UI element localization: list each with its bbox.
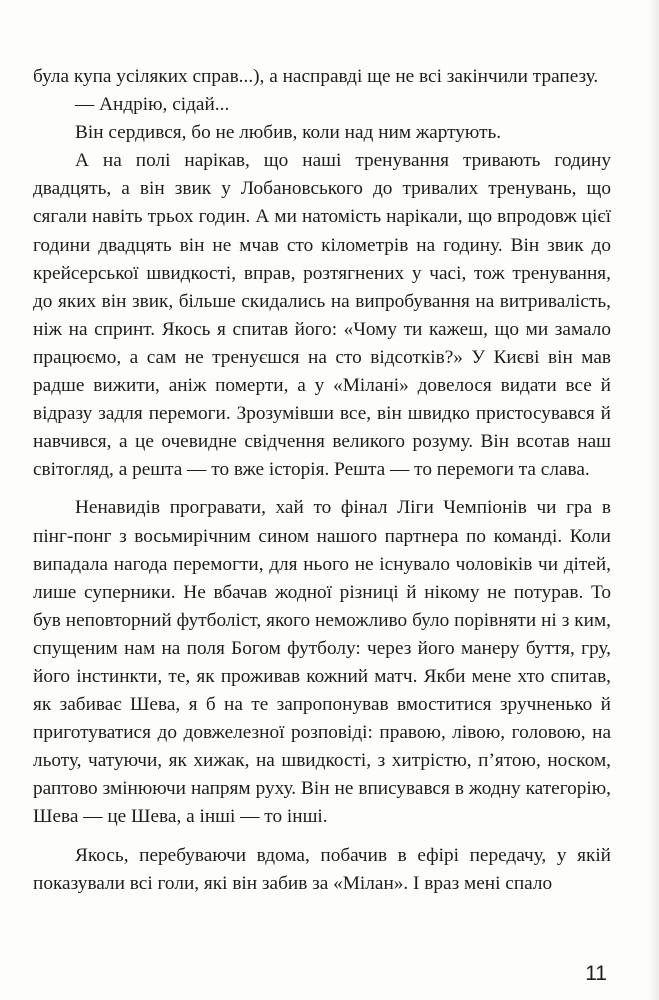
paragraph: А на полі нарікав, що наші тренування тривають годину двадцять, а він звик у Лобановського до тривалих тренувань, що сягали навіть трьох годин. А ми натомість нарікали, що впродовж цієї години двадцять він не мчав сто кілометрів на годину. Він звик до крейсерської швидкості, вправ, розтягнених у часі, тож тренування, до яких він звик, більше скидались на випробування на витривалість, ніж на спринт. Якось я спитав його: «Чому ти кажеш, що ми замало працюємо, а сам не тренуєшся на сто відсотків?» У Києві він мав радше вижити, аніж померти, а у «Мілані» довелося видати все й відразу задля перемоги. Зрозумівши все, він швидко пристосувався й навчився, а це очевидне свідчення великого розуму. Він всотав наш світогляд, а решта — то вже історія. Решта — то перемоги та слава. bbox=[33, 150, 611, 481]
paragraph: Якось, перебуваючи вдома, побачив в ефірі передачу, у якій показували всі голи, які він забив за «Мілан». І враз мені спало bbox=[33, 844, 611, 894]
paragraph-continuation: була купа усіляких справ...), а насправді ще не всі закінчили трапезу. bbox=[33, 66, 599, 87]
paragraph-dialogue: — Андрію, сідай... bbox=[75, 94, 230, 116]
paragraph: Він сердився, бо не любив, коли над ним жартують. bbox=[75, 122, 502, 144]
page-edge-shadow bbox=[649, 0, 659, 1000]
paragraph: Ненавидів програвати, хай то фінал Ліги Чемпіонів чи гра в пінг-понг з восьмирічним сином нашого партнера по команді. Коли випадала нагода перемогти, для нього не існувало чоловіків чи дітей, лише суперники. Не вбачав жодної різниці й нікому не потурав. То був неповторний футболіст, якого неможливо було порівняти ні з ким, спущеним нам на поля Богом футболу: через його манеру буття, гру, його інстинкти, те, як проживав кожний матч. Якби мене хто спитав, як забиває Шева, я б на те запропонував вмоститися зручненько й приготуватися до довжелезної розповіді: правою, лівою, головою, на льоту, чатуючи, як хижак, на швидкості, з хитрістю, п’ятою, носком, раптово змінюючи напрям руху. Він не вписувався в жодну категорію, Шева — це Шева, а інші — то інші. bbox=[33, 497, 611, 828]
body-text bbox=[33, 63, 611, 898]
page-number: 11 bbox=[585, 962, 607, 985]
